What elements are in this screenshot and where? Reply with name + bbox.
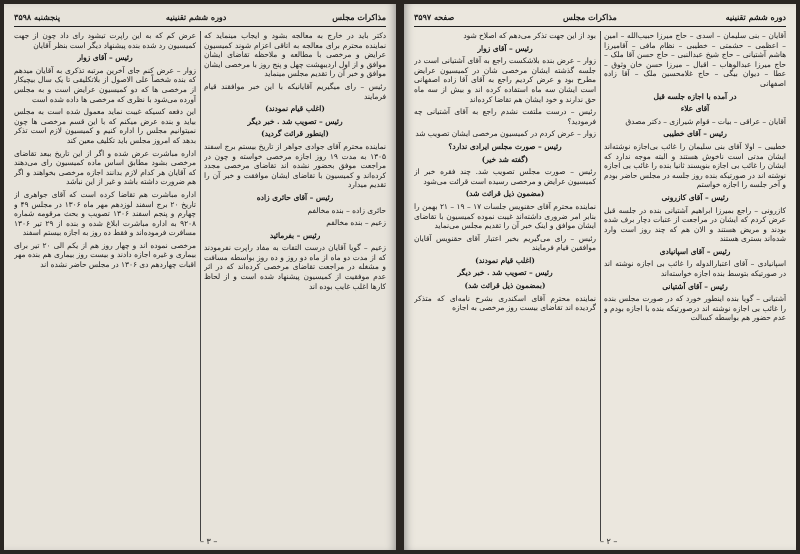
paragraph: آقای علاء — [680, 104, 710, 114]
left-page — [4, 4, 396, 550]
paragraph: (اینطور قرائت گردید) — [261, 129, 329, 139]
paragraph: خطیبی – اولا آقای بنی سلیمان را غائب بی‌اجازه نوشته‌اند ایشان مدتی است ناخوش هستند و البته موجه ندارد که ایشان را غائب بی اجازه بنویسند ثانیا بنده را غائب بی اجازه نوشته اند در صورتیکه بنده روز جلسه در مجلس حاضر بودم و آخر جلسه را اجازه خواستم — [604, 141, 786, 190]
paragraph: رئیس – رای میگیریم آقایانیکه با این خبر موافقند قیام فرمایند — [204, 81, 386, 101]
column-right — [204, 31, 386, 541]
paragraph: حائری زاده – بنده مخالفم — [307, 205, 386, 215]
paragraph: رئیس – آقای کازرونی — [661, 192, 729, 202]
paragraph: رئیس – آقای زوار — [477, 43, 533, 53]
column-divider — [200, 31, 201, 541]
paragraph: زوار – عرض کنم جای آخرین مرتبه تذکری به آقایان میدهم که بنده شخصاً علی الاصول از بلاتکلیفی تا یک سال بیچیکار از مرخصی ها که دو کمیسیون عرایض است و به مجلس آورده می‌شود با نظری که مرخصی ها داده شده است — [14, 65, 196, 104]
paragraph: رئیس – بفرمائید — [269, 230, 321, 240]
book-spread — [4, 4, 796, 550]
paragraph: رئیس – تصویب شد . خبر دیگر — [457, 268, 553, 278]
paragraph: زوار – عرض بنده بلاشکست راجع به آقای آشتیانی است در جلسه گذشته ایشان مرخصی شان در کمیسیون عرایض مطرح بود و عرض کردیم راجع به آقای آقا زاده اصفهانی است ایشان سه ماه استفاده کرده اند و بیش از سه ماه حق ندارند و خود ایشان هم تقاضا کرده‌اند — [414, 56, 596, 104]
paragraph: زعیم – بنده مخالفم — [326, 218, 386, 228]
text-columns — [414, 31, 786, 541]
header-title: مذاکرات مجلس — [563, 12, 617, 22]
paragraph: آقایان – بنی سلیمان – اسدی – حاج میرزا حبیب‌الله – امین – اعظمی – حشمتی – خطیبی – نظام مافی – آقامیرزا هاشم آشتیانی – حاج شیخ عبدالنبی – حاج حسن آقا ملک – حاج میرزا عبدالوهاب – اقبال – میرزا حسن خان وثوق – عطا – دیوان بیگی – حاج غلامحسین ملک – آقا زاده اصفهانی — [604, 31, 786, 88]
page-header — [14, 10, 386, 27]
paragraph: آشتیانی – گویا بنده اینطور خورد که در صورت مجلس بنده را غائب بی اجازه نوشته اند درصورتیکه بنده با اجازه بودم و عدم حضور هم بواسطه کسالت — [604, 294, 786, 323]
header-title: مذاکرات مجلس — [332, 12, 386, 22]
paragraph: عرض کم که به این راپرت تیشود رای داد چون از جهت کمیسیون رد شده بنده پیشنهاد دیگر است بنظر آقایان — [14, 31, 196, 50]
header-page-number: صفحه ۳۵۹۷ — [414, 12, 455, 22]
paragraph: نماینده محترم آقای اسکندری بشرح نامه‌ای که متذکر گردیده اند تقاضای بیست روز مرخصی به اجازه — [414, 293, 596, 313]
right-page — [404, 4, 796, 550]
paragraph: (بمضمون ذیل قرائت شد) — [464, 281, 546, 291]
paragraph: رئیس – آقای آشتیانی — [662, 281, 728, 291]
paragraph: نماینده محترم آقای جوادی جواهر از تاریخ بیستم برج اسفند ۱۳۰۵ به مدت ۱۹ روز اجازه مرخصی خواسته و چون در مراجعت موفق بحضور نشده اند تقاضای مرخصی مجدد کرده‌اند و کمیسیون با تقاضای ایشان موافقت و خبر آن را تقدیم میدارد — [204, 141, 386, 190]
paragraph: رئیس – تصویب شد . خبر دیگر — [247, 116, 343, 126]
paragraph: اداره مباشرت عرض شده و اگر از این تاریخ ببعد تقاضای مرخصی بشود مطابق اساس ماده کمیسیون رای می‌دهند که آقایان هر کدام لازم بدانند اجازه مرخصی بخواهند و اگر هم ضرورت داشته باشد و غیر از این نباشد — [14, 148, 196, 187]
paragraph: این دفعه کسیکه غیبت نماید معمول شده است به مجلس بیاید و بنده عرض میکنم که با این قسم مرخصی ها چون نمیتوانیم مجلس را اداره کنیم و کمیسیون لازم است تذکر بدهد که امروز مجلس باید تکلیف معین کند — [14, 107, 196, 145]
paragraph: رئیس – رای می‌گیریم بخبر اعتبار آقای حقنویس آقایان موافقین قیام فرمایند — [414, 233, 596, 253]
paragraph: اسپانیادی – آقای اعتبارالدوله را غائب بی اجازه نوشته اند در صورتیکه بتوسط بنده اجازه خواسته‌اند — [604, 259, 786, 279]
paragraph: آقایان – عراقی – بیات – قوام شیرازی – دکتر مصدق — [625, 116, 786, 126]
paragraph: زعیم – گویا آقایان درست التفات به مفاد راپرت نفرمودند که از مدت دو ماه از ماه دو روز و ده روز بواسطه مسافت و مشغله در مراجعت تقاضای مرخصی کرده‌اند که در اثر عدم موفقیت از کمیسیون پیشنهاد شده است و از لحاظ کارها اغلب غایب بوده اند — [204, 243, 386, 291]
paragraph: زوار – عرض کردم در کمیسیون مرخصی ایشان تصویب شد — [415, 129, 596, 139]
paragraph: (اغلب قیام نمودند) — [265, 104, 325, 114]
header-session: دوره ششم تقنینیه — [725, 12, 786, 22]
paragraph: رئیس – صورت مجلس ایرادی ندارد؟ — [448, 141, 562, 151]
page-footer-number: – ۲ – — [600, 537, 618, 546]
paragraph: کازرونی – راجع بمیرزا ابراهیم آشتیانی بنده در جلسه قبل عرض کردم که ایشان در مراجعت از عتبات دچار برف شده بودند و مریض هستند و الان هم که چند روز است وارد شده‌اند بستری هستند — [604, 205, 786, 244]
header-page-number: پنجشنبه ۳۵۹۸ — [14, 12, 61, 22]
paragraph: رئیس – آقای حائری زاده — [256, 192, 334, 202]
paragraph: (مضمون ذیل قرائت شد) — [465, 189, 545, 199]
paragraph: مرخصی نموده اند و چهار روز هم از یکم الی ۲۰ تیر برای بیماری و غیره اجازه دادند و بیست روز بیماری هم بنده مهر اقبات چهاردهم دی ۱۳۰۶ در مجلس حاضر نشده اند — [14, 240, 196, 270]
paragraph: رئیس – آقای زوار — [77, 53, 133, 63]
header-session: دوره ششم تقنینیه — [165, 12, 227, 22]
paragraph: (اغلب قیام نمودند) — [475, 255, 535, 265]
paragraph: در آمده با اجازه جلسه قبل — [653, 91, 737, 101]
paragraph: دکتر باید در خارج به معالجه بشود و ایجاب مینماید که نماینده محترم برای معالجه به اتاقی اعزام شوند کمیسیون عرایض و مرخصی با مطالعه و ملاحظه تقاضای ایشان موافق و از اول اردیبهشت چهل و پنج روز با مرخصی ایشان موافق و خبر آن را تقدیم مجلس مینماید — [204, 31, 386, 79]
column-divider — [600, 31, 601, 541]
text-columns — [14, 31, 386, 541]
page-footer-number: – ۳ – — [200, 537, 218, 546]
paragraph: بود از این جهت تذکر می‌دهم که اصلاح شود — [463, 31, 596, 40]
paragraph: رئیس – آقای خطیبی — [663, 129, 727, 139]
paragraph: رئیس – آقای اسپانیادی — [659, 246, 731, 256]
paragraph: رئیس – درست ملتفت نشدم راجع به آقای آشتیانی چه فرمودید؟ — [414, 107, 596, 126]
paragraph: (گفته شد خیر) — [481, 154, 529, 164]
column-left — [414, 31, 596, 541]
page-header — [414, 10, 786, 27]
paragraph: نماینده محترم آقای حقنویس جلسات ۱۷ – ۱۹ – ۲۱ بهمن را بنابر امر ضروری داشته‌اند غیبت نموده کمیسیون با تقاضای ایشان موافق و اینک خبر آن را تقدیم مجلس می‌نماید — [414, 201, 596, 231]
paragraph: اداره مباشرت هم تقاضا کرده است که آقای جواهری از تاریخ ۲۰ برج اسفند لوزدهم مهر ماه ۱۳۰۶ در مجلس ۴۹ و چهارم و پنجم اسفند ۱۳۰۶ تصویب و بحث مرقومه شماره ۹۲۰۸ به اداره مباشرت ابلاغ شده و بنده از ۲۹ تیر ۱۳۰۶ مسافرت فرموده‌اند و فقط ده روز به اجازه بیستم اسفند — [14, 189, 196, 238]
paragraph: رئیس – صورت مجلس تصویب شد. چند فقره خبر از کمیسیون عرایض و مرخصی رسیده است قرائت می‌شود — [414, 167, 596, 186]
column-left — [14, 31, 196, 541]
column-right — [604, 31, 786, 541]
